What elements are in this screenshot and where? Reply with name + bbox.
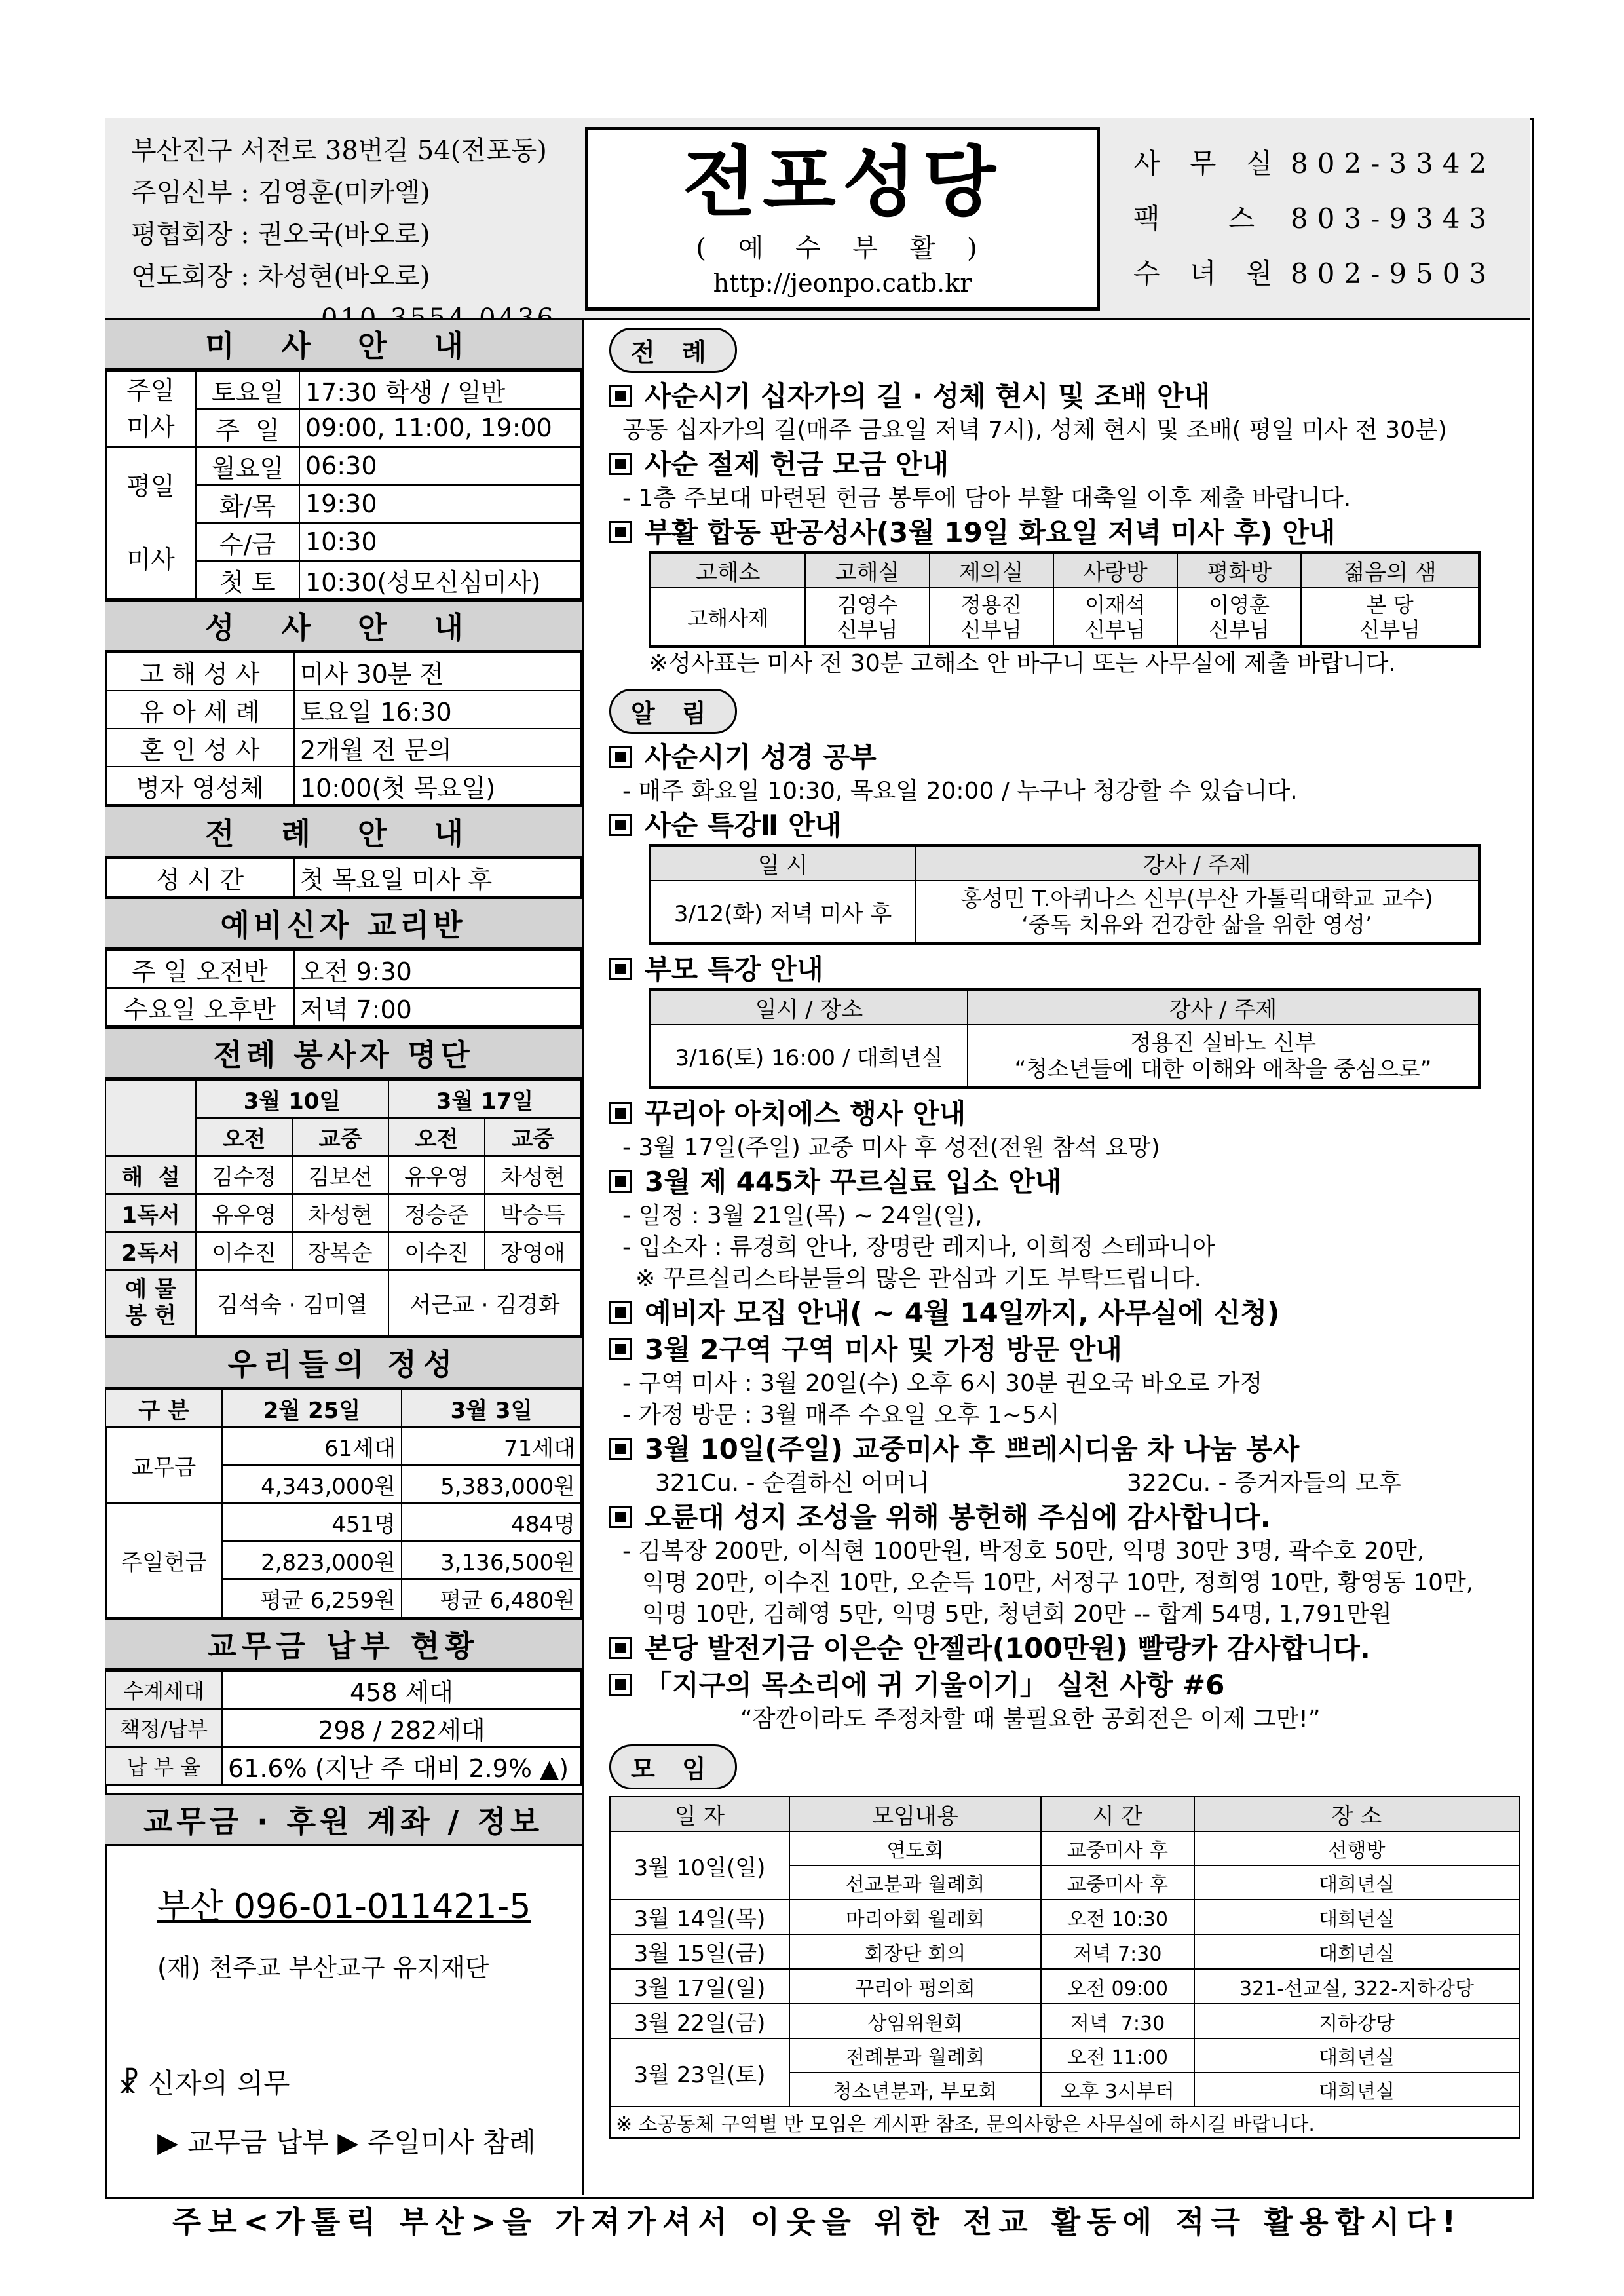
notice-detail: 공동 십자가의 길(매주 금요일 저녁 7시), 성체 현시 및 조배( 평일 미사 전 30분)	[622, 417, 1447, 444]
meeting-cell: 마리아회 월례회	[789, 1900, 1041, 1934]
square-bullet-icon	[609, 1637, 632, 1659]
meeting-cell: 대희년실	[1194, 2038, 1519, 2073]
offerings-value: 평균 6,259원	[222, 1579, 402, 1617]
server-name: 정승준	[388, 1194, 485, 1232]
meeting-cell: 대희년실	[1194, 2073, 1519, 2107]
sacrament-name: 병자 영성체	[105, 767, 294, 805]
meeting-date: 3월 10일(일)	[610, 1831, 789, 1900]
contact-office: 사 무 실 802-3342	[1133, 147, 1496, 180]
server-name: 유우영	[388, 1156, 485, 1194]
meeting-date: 3월 17일(일)	[610, 1969, 789, 2004]
sacrament-name: 유 아 세 례	[105, 691, 294, 729]
mass-day: 토요일	[196, 371, 299, 409]
footer-message: 주보<가톨릭 부산>을 가져가셔서 이웃을 위한 전교 활동에 적극 활용합시다!	[172, 2204, 1463, 2240]
notice-detail: “잠깐이라도 주정차할 때 불필요한 공회전은 이제 그만!”	[740, 1706, 1321, 1732]
parent-lecture-table	[649, 988, 1481, 1089]
duty-title: 신자의 의무	[148, 2067, 290, 2099]
class-time: 저녁 7:00	[294, 988, 581, 1026]
server-name: 차성현	[485, 1156, 581, 1194]
catechumen-title: 예비신자 교리반	[105, 897, 582, 949]
sacrament-value: 미사 30분 전	[294, 653, 581, 691]
mass-title: 미 사 안 내	[105, 318, 582, 370]
duty-items: ▶ 교무금 납부 ▶ 주일미사 참례	[157, 2126, 536, 2158]
square-bullet-icon	[609, 385, 632, 407]
dues-value: 298 / 282세대	[222, 1709, 581, 1747]
meeting-cell: 대희년실	[1194, 1900, 1519, 1934]
mass-day: 주 일	[196, 409, 299, 447]
confession-head: 평화방	[1177, 552, 1301, 588]
offerings-head: 2월 25일	[222, 1389, 402, 1427]
notice-item: 사순시기 십자가의 길 · 성체 현시 및 조배 안내	[609, 378, 1520, 415]
lecture-topic: 홍성민 T.아퀴나스 신부(부산 가톨릭대학교 교수) ‘중독 치유와 건강한 삶을 위한 영성’	[915, 881, 1479, 944]
notice-detail: - 매주 화요일 10:30, 목요일 20:00 / 누구나 청강할 수 있습니다.	[622, 778, 1298, 805]
meeting-cell: 선교분과 월례회	[789, 1866, 1041, 1900]
servers-col: 교중	[292, 1118, 388, 1156]
parish-info	[131, 130, 642, 339]
servers-role: 해 설	[105, 1156, 196, 1194]
meeting-cell: 대희년실	[1194, 1866, 1519, 1900]
notice-detail: ※ 꾸르실리스타분들의 많은 관심과 기도 부탁드립니다.	[635, 1265, 1201, 1292]
servers-col: 교중	[485, 1118, 581, 1156]
offerings-value: 3,136,500원	[402, 1541, 581, 1579]
offerings-value: 71세대	[402, 1427, 581, 1465]
parish-subtitle: ( 예 수 부 활 )	[696, 233, 989, 263]
notice-item: 오륜대 성지 조성을 위해 봉헌해 주심에 감사합니다.	[609, 1499, 1520, 1536]
left-column	[105, 318, 582, 2160]
meeting-cell: 오후 3시부터	[1041, 2073, 1194, 2107]
server-name: 유우영	[196, 1194, 292, 1232]
meeting-date: 3월 23일(토)	[610, 2038, 789, 2107]
section-meeting-tag: 모 임	[609, 1744, 737, 1789]
offerings-value: 484명	[402, 1503, 581, 1541]
lecture-date: 3/12(화) 저녁 미사 후	[650, 881, 915, 944]
dues-title: 교무금 납부 현황	[105, 1618, 582, 1670]
square-bullet-icon	[609, 453, 632, 475]
servers-title: 전례 봉사자 명단	[105, 1027, 582, 1079]
square-bullet-icon	[609, 958, 632, 980]
yeondo-president: 연도회장 : 차성현(바오로)	[131, 261, 430, 292]
offerings-value: 2,823,000원	[222, 1541, 402, 1579]
servers-col: 오전	[388, 1118, 485, 1156]
notice-detail: - 입소자 : 류경희 안나, 장명란 레지나, 이희정 스테파니아	[622, 1234, 1215, 1261]
square-bullet-icon	[609, 1506, 632, 1528]
meeting-date: 3월 15일(금)	[610, 1934, 789, 1969]
notice-item: 사순 특강Ⅱ 안내	[609, 807, 1520, 844]
servers-role: 1독서	[105, 1194, 196, 1232]
offerings-table	[105, 1388, 582, 1618]
lecture-topic: 정용진 실바노 신부 “청소년들에 대한 이해와 애착을 중심으로”	[968, 1025, 1479, 1088]
mass-day: 화/목	[196, 485, 299, 523]
contact-list	[1133, 136, 1526, 301]
dues-label: 책정/납부	[105, 1709, 222, 1747]
confession-head: 고해소	[650, 552, 805, 588]
mass-time: 09:00, 11:00, 19:00	[299, 409, 581, 447]
sacrament-table	[105, 652, 582, 805]
meeting-cell: 교중미사 후	[1041, 1866, 1194, 1900]
notice-item: 부모 특강 안내	[609, 951, 1520, 988]
offerings-head: 구 분	[105, 1389, 222, 1427]
server-name: 김수정	[196, 1156, 292, 1194]
notice-item: 3월 10일(주일) 교중미사 후 쁘레시디움 차 나눔 봉사	[609, 1431, 1520, 1468]
mass-time: 17:30 학생 / 일반	[299, 371, 581, 409]
meeting-cell: 오전 09:00	[1041, 1969, 1194, 2004]
sacrament-name: 고 해 성 사	[105, 653, 294, 691]
meeting-cell: 꾸리아 평의회	[789, 1969, 1041, 2004]
notice-item: 3월 제 445차 꾸르실료 입소 안내	[609, 1164, 1520, 1200]
meeting-cell: 회장단 회의	[789, 1934, 1041, 1969]
confession-cell: 본 당 신부님	[1301, 588, 1479, 647]
notice-detail: - 일정 : 3월 21일(목) ~ 24일(일),	[622, 1202, 983, 1229]
servers-table	[105, 1079, 582, 1336]
meeting-head: 모임내용	[789, 1797, 1041, 1831]
lecture-date: 3/16(토) 16:00 / 대희년실	[650, 1025, 968, 1088]
notice-item: 부활 합동 판공성사(3월 19일 화요일 저녁 미사 후) 안내	[609, 514, 1520, 551]
meeting-cell: 연도회	[789, 1831, 1041, 1866]
square-bullet-icon	[609, 1438, 632, 1460]
catechumen-table	[105, 949, 582, 1027]
title-box	[585, 127, 1100, 311]
offerings-value: 평균 6,480원	[402, 1579, 581, 1617]
sacrament-value: 토요일 16:30	[294, 691, 581, 729]
server-name: 이수진	[388, 1232, 485, 1270]
account-info	[105, 1846, 582, 1983]
meeting-head: 일 자	[610, 1797, 789, 1831]
server-name: 김보선	[292, 1156, 388, 1194]
lecture-table	[649, 844, 1481, 945]
lecture-head: 강사 / 주제	[915, 845, 1479, 881]
address: 부산진구 서전로 38번길 54(전포동)	[131, 136, 547, 166]
notice-item: 예비자 모집 안내( ~ 4월 14일까지, 사무실에 신청)	[609, 1295, 1520, 1331]
server-name: 박승득	[485, 1194, 581, 1232]
meeting-cell: 오전 11:00	[1041, 2038, 1194, 2073]
mass-time: 06:30	[299, 447, 581, 485]
server-name: 이수진	[196, 1232, 292, 1270]
notice-detail: - 3월 17일(주일) 교중 미사 후 성전(전원 참석 요망)	[622, 1134, 1160, 1161]
mass-time: 10:30(성모신심미사)	[299, 561, 581, 599]
column-divider	[582, 318, 584, 2195]
priest: 주임신부 : 김영훈(미카엘)	[131, 178, 430, 208]
dues-value: 61.6% (지난 주 대비 2.9% ▲)	[222, 1747, 581, 1785]
parish-title: 전포성당	[682, 138, 1003, 227]
liturgy-name: 성 시 간	[105, 858, 294, 896]
account-holder: (재) 천주교 부산교구 유지재단	[157, 1953, 489, 1982]
liturgy-info-title: 전 례 안 내	[105, 805, 582, 858]
notice-detail: - 김복장 200만, 이식현 100만원, 박정호 50만, 익명 30만 3명, 곽수호 20만,	[622, 1538, 1425, 1565]
meeting-cell: 청소년분과, 부모회	[789, 2073, 1041, 2107]
meeting-cell: 지하강당	[1194, 2004, 1519, 2038]
confession-cell: 김영수 신부님	[805, 588, 929, 647]
lecture-head: 일 시	[650, 845, 915, 881]
duty-block	[105, 1983, 582, 2160]
square-bullet-icon	[609, 814, 632, 836]
meeting-cell: 저녁 7:30	[1041, 2004, 1194, 2038]
meeting-cell: 저녁 7:30	[1041, 1934, 1194, 1969]
notice-detail: 익명 20만, 이수진 10만, 오순득 10만, 서정구 10만, 정희영 10만, 황영동 10만,	[642, 1569, 1474, 1596]
offerings-label: 주일헌금	[105, 1503, 222, 1617]
servers-date: 3월 17일	[388, 1080, 581, 1118]
lecture-head: 강사 / 주제	[968, 989, 1479, 1025]
sacrament-title: 성 사 안 내	[105, 600, 582, 652]
confession-cell: 정용진 신부님	[930, 588, 1053, 647]
sacrament-value: 2개월 전 문의	[294, 729, 581, 767]
offerings-label: 교무금	[105, 1427, 222, 1503]
contact-convent: 수 녀 원 802-9503	[1133, 258, 1496, 290]
square-bullet-icon	[609, 1102, 632, 1124]
offerings-value: 4,343,000원	[222, 1465, 402, 1503]
confession-cell: 고해사제	[650, 588, 805, 647]
server-name: 차성현	[292, 1194, 388, 1232]
contact-fax: 팩 스 803-9343	[1133, 202, 1496, 235]
server-name: 김석숙 · 김미열	[196, 1270, 388, 1335]
meeting-head: 시 간	[1041, 1797, 1194, 1831]
meeting-head: 장 소	[1194, 1797, 1519, 1831]
confession-cell: 이영훈 신부님	[1177, 588, 1301, 647]
server-name: 서근교 · 김경화	[388, 1270, 581, 1335]
mass-time: 10:30	[299, 523, 581, 561]
confession-table	[649, 551, 1481, 648]
meeting-cell: 대희년실	[1194, 1934, 1519, 1969]
mass-day: 수/금	[196, 523, 299, 561]
confession-head: 제의실	[930, 552, 1053, 588]
parish-url[interactable]: http://jeonpo.catb.kr	[713, 269, 972, 297]
notice-item: 본당 발전기금 이은순 안젤라(100만원) 빨랑카 감사합니다.	[609, 1630, 1520, 1667]
square-bullet-icon	[609, 1170, 632, 1193]
server-name: 장영애	[485, 1232, 581, 1270]
liturgy-info-table	[105, 858, 582, 897]
account-title: 교무금 · 후원 계좌 / 정보	[105, 1793, 582, 1846]
class-name: 주 일 오전반	[105, 950, 294, 988]
mass-time: 19:30	[299, 485, 581, 523]
class-name: 수요일 오후반	[105, 988, 294, 1026]
council-president: 평협회장 : 권오국(바오로)	[131, 220, 430, 250]
notice-item: 꾸리아 아치에스 행사 안내	[609, 1096, 1520, 1132]
offerings-value: 5,383,000원	[402, 1465, 581, 1503]
square-bullet-icon	[609, 1301, 632, 1324]
meeting-cell: 상임위원회	[789, 2004, 1041, 2038]
square-bullet-icon	[609, 521, 632, 543]
notice-detail: 321Cu. - 순결하신 어머니 322Cu. - 증거자들의 모후	[655, 1470, 1401, 1497]
meeting-cell: 오전 10:30	[1041, 1900, 1194, 1934]
dues-label: 납 부 율	[105, 1747, 222, 1785]
notice-item: 사순시기 성경 공부	[609, 739, 1520, 776]
notice-detail: - 가정 방문 : 3월 매주 수요일 오후 1~5시	[622, 1402, 1060, 1428]
servers-col: 오전	[196, 1118, 292, 1156]
meeting-cell: 전례분과 월례회	[789, 2038, 1041, 2073]
notice-detail: - 구역 미사 : 3월 20일(수) 오후 6시 30분 권오국 바오로 가정	[622, 1370, 1263, 1397]
account-number: 부산 096-01-011421-5	[157, 1887, 531, 1926]
confession-cell: 이재석 신부님	[1053, 588, 1177, 647]
servers-role: 2독서	[105, 1232, 196, 1270]
square-bullet-icon	[609, 1338, 632, 1360]
dues-value: 458 세대	[222, 1671, 581, 1709]
section-liturgy-tag: 전 례	[609, 328, 737, 373]
weekday-mass-label: 평일 미사	[105, 447, 196, 599]
confession-head: 젊음의 샘	[1301, 552, 1479, 588]
sacrament-value: 10:00(첫 목요일)	[294, 767, 581, 805]
right-column	[609, 328, 1520, 2139]
offerings-title: 우리들의 정성	[105, 1336, 582, 1388]
offerings-value: 451명	[222, 1503, 402, 1541]
liturgy-value: 첫 목요일 미사 후	[294, 858, 581, 896]
notice-item: 사순 절제 헌금 모금 안내	[609, 446, 1520, 483]
notice-detail: 익명 10만, 김혜영 5만, 익명 5만, 청년회 20만 -- 합계 54명, 1,791만원	[642, 1601, 1392, 1628]
notice-item: 「지구의 목소리에 귀 기울이기」 실천 사항 #6	[609, 1667, 1520, 1704]
chi-rho-icon: ☧	[118, 2067, 140, 2099]
meeting-cell: 교중미사 후	[1041, 1831, 1194, 1866]
meeting-date: 3월 22일(금)	[610, 2004, 789, 2038]
dues-table	[105, 1670, 582, 1786]
meeting-date: 3월 14일(목)	[610, 1900, 789, 1934]
bulletin-header	[105, 118, 1530, 320]
meeting-note: ※ 소공동체 구역별 반 모임은 게시판 참조, 문의사항은 사무실에 하시길 바랍니다.	[610, 2107, 1519, 2138]
offerings-head: 3월 3일	[402, 1389, 581, 1427]
mass-day: 월요일	[196, 447, 299, 485]
mass-table	[105, 370, 582, 600]
sunday-mass-label: 주일 미사	[105, 371, 196, 447]
section-notice-tag: 알 림	[609, 689, 737, 734]
servers-role: 예 물 봉 헌	[105, 1270, 196, 1335]
meeting-table	[609, 1796, 1520, 2139]
notice-detail: - 1층 주보대 마련된 헌금 봉투에 담아 부활 대축일 이후 제출 바랍니다.	[622, 485, 1351, 512]
notice-item: 3월 2구역 구역 미사 및 가정 방문 안내	[609, 1331, 1520, 1368]
servers-date: 3월 10일	[196, 1080, 388, 1118]
sacrament-name: 혼 인 성 사	[105, 729, 294, 767]
confession-note: ※성사표는 미사 전 30분 고해소 안 바구니 또는 사무실에 제출 바랍니다.	[649, 650, 1396, 677]
dues-label: 수계세대	[105, 1671, 222, 1709]
meeting-cell: 321-선교실, 322-지하강당	[1194, 1969, 1519, 2004]
meeting-cell: 선행방	[1194, 1831, 1519, 1866]
confession-head: 사랑방	[1053, 552, 1177, 588]
lecture-head: 일시 / 장소	[650, 989, 968, 1025]
offerings-value: 61세대	[222, 1427, 402, 1465]
confession-head: 고해실	[805, 552, 929, 588]
class-time: 오전 9:30	[294, 950, 581, 988]
square-bullet-icon	[609, 1674, 632, 1696]
square-bullet-icon	[609, 746, 632, 768]
mass-day: 첫 토	[196, 561, 299, 599]
server-name: 장복순	[292, 1232, 388, 1270]
servers-corner	[105, 1080, 196, 1156]
